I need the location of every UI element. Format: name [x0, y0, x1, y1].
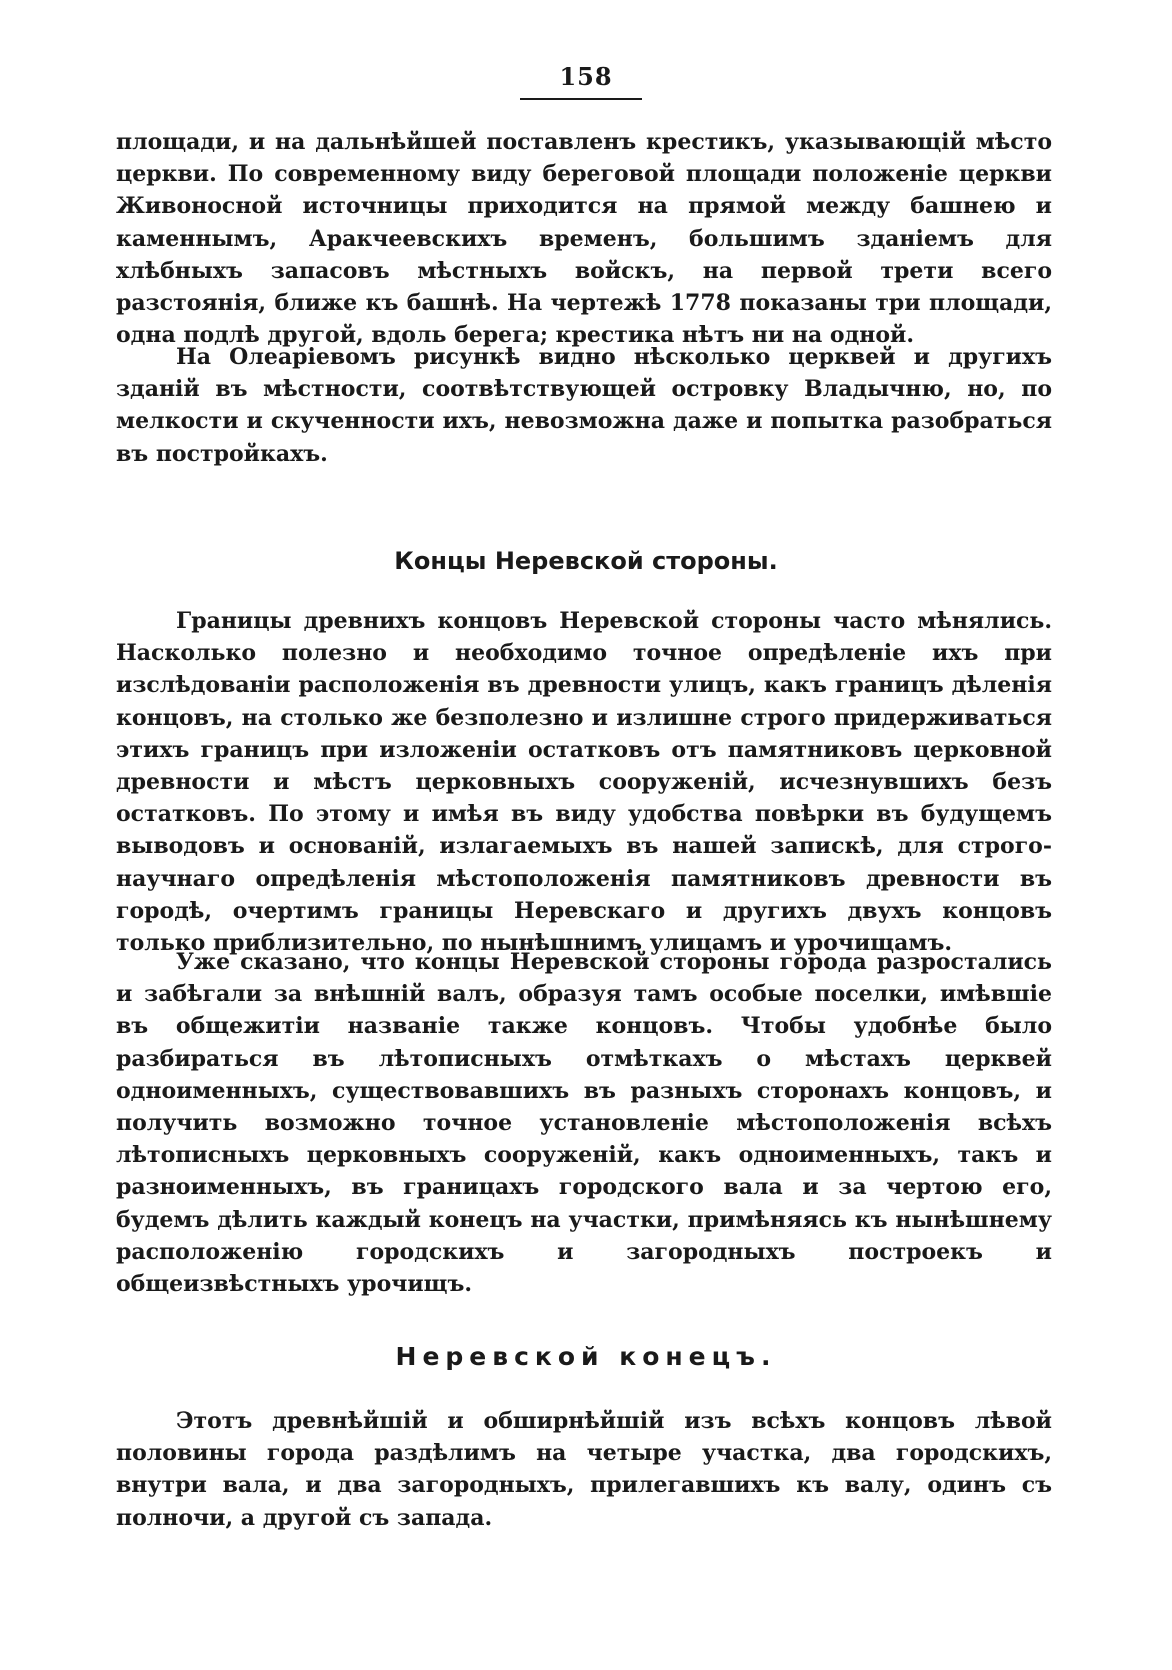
paragraph-olearius: На Олеаріевомъ рисункѣ видно нѣсколько церквей и другихъ зданій въ мѣстности, соотвѣтствующей островку Владычню, но, по мелкости и скученности ихъ, невозможна даже и попытка разобраться въ постройкахъ. — [116, 344, 1052, 467]
paragraph-nerev-end: Этотъ древнѣйшій и обширнѣйшій изъ всѣхъ концовъ лѣвой половины города раздѣлимъ на четыре участка, два городскихъ, внутри вала, и два загородныхъ, прилегавшихъ къ валу, одинъ съ полночи, а другой съ запада. — [116, 1408, 1052, 1531]
page-number: 158 — [559, 62, 613, 91]
section-heading-nerev-end: Неревской конецъ. — [395, 1342, 777, 1371]
paragraph-continuation: площади, и на дальнѣйшей поставленъ крестикъ, указывающій мѣсто церкви. По современному виду береговой площади положеніе церкви Живоносной источницы приходится на прямой между башнею и каменнымъ, Аракчеевскихъ временъ, большимъ зданіемъ для хлѣбныхъ запасовъ мѣстныхъ войскъ, на первой трети всего разстоянія, ближе къ башнѣ. На чертежѣ 1778 показаны три площади, одна подлѣ другой, вдоль берега; крестика нѣтъ ни на одной. — [116, 129, 1052, 349]
paragraph-boundaries: Границы древнихъ концовъ Неревской стороны часто мѣнялись. Насколько полезно и необходимо точное опредѣленіе ихъ при изслѣдованіи расположенія въ древности улицъ, какъ границъ дѣленія концовъ, на столько же безполезно и излишне строго придерживаться этихъ границъ при изложеніи остатковъ отъ памятниковъ церковной древности и мѣстъ церковныхъ сооруженій, исчезнувшихъ безъ остатковъ. По этому и имѣя въ виду удобства повѣрки въ будущемъ выводовъ и основаній, излагаемыхъ въ нашей запискѣ, для строго-научнаго опредѣленія мѣстоположенія памятниковъ древности въ городѣ, очертимъ границы Неревскаго и другихъ двухъ концовъ только приблизительно, по нынѣшнимъ улицамъ и урочищамъ. — [116, 608, 1052, 957]
paragraph-settlements: Уже сказано, что концы Неревской стороны города разростались и забѣгали за внѣшній валъ, образуя тамъ особые поселки, имѣвшіе въ общежитіи названіе также концовъ. Чтобы удобнѣе было разбираться въ лѣтописныхъ отмѣткахъ о мѣстахъ церквей одноименныхъ, существовавшихъ въ разныхъ сторонахъ концовъ, и получить возможно точное установленіе мѣстоположенія всѣхъ лѣтописныхъ церковныхъ сооруженій, какъ одноименныхъ, такъ и разноименныхъ, въ границахъ городского вала и за чертою его, будемъ дѣлить каждый конецъ на участки, примѣняясь къ нынѣшнему расположенію городскихъ и загородныхъ построекъ и общеизвѣстныхъ урочищъ. — [116, 949, 1052, 1298]
page-number-rule — [520, 98, 642, 100]
section-heading-nerev-side-ends: Концы Неревской стороны. — [394, 547, 778, 575]
